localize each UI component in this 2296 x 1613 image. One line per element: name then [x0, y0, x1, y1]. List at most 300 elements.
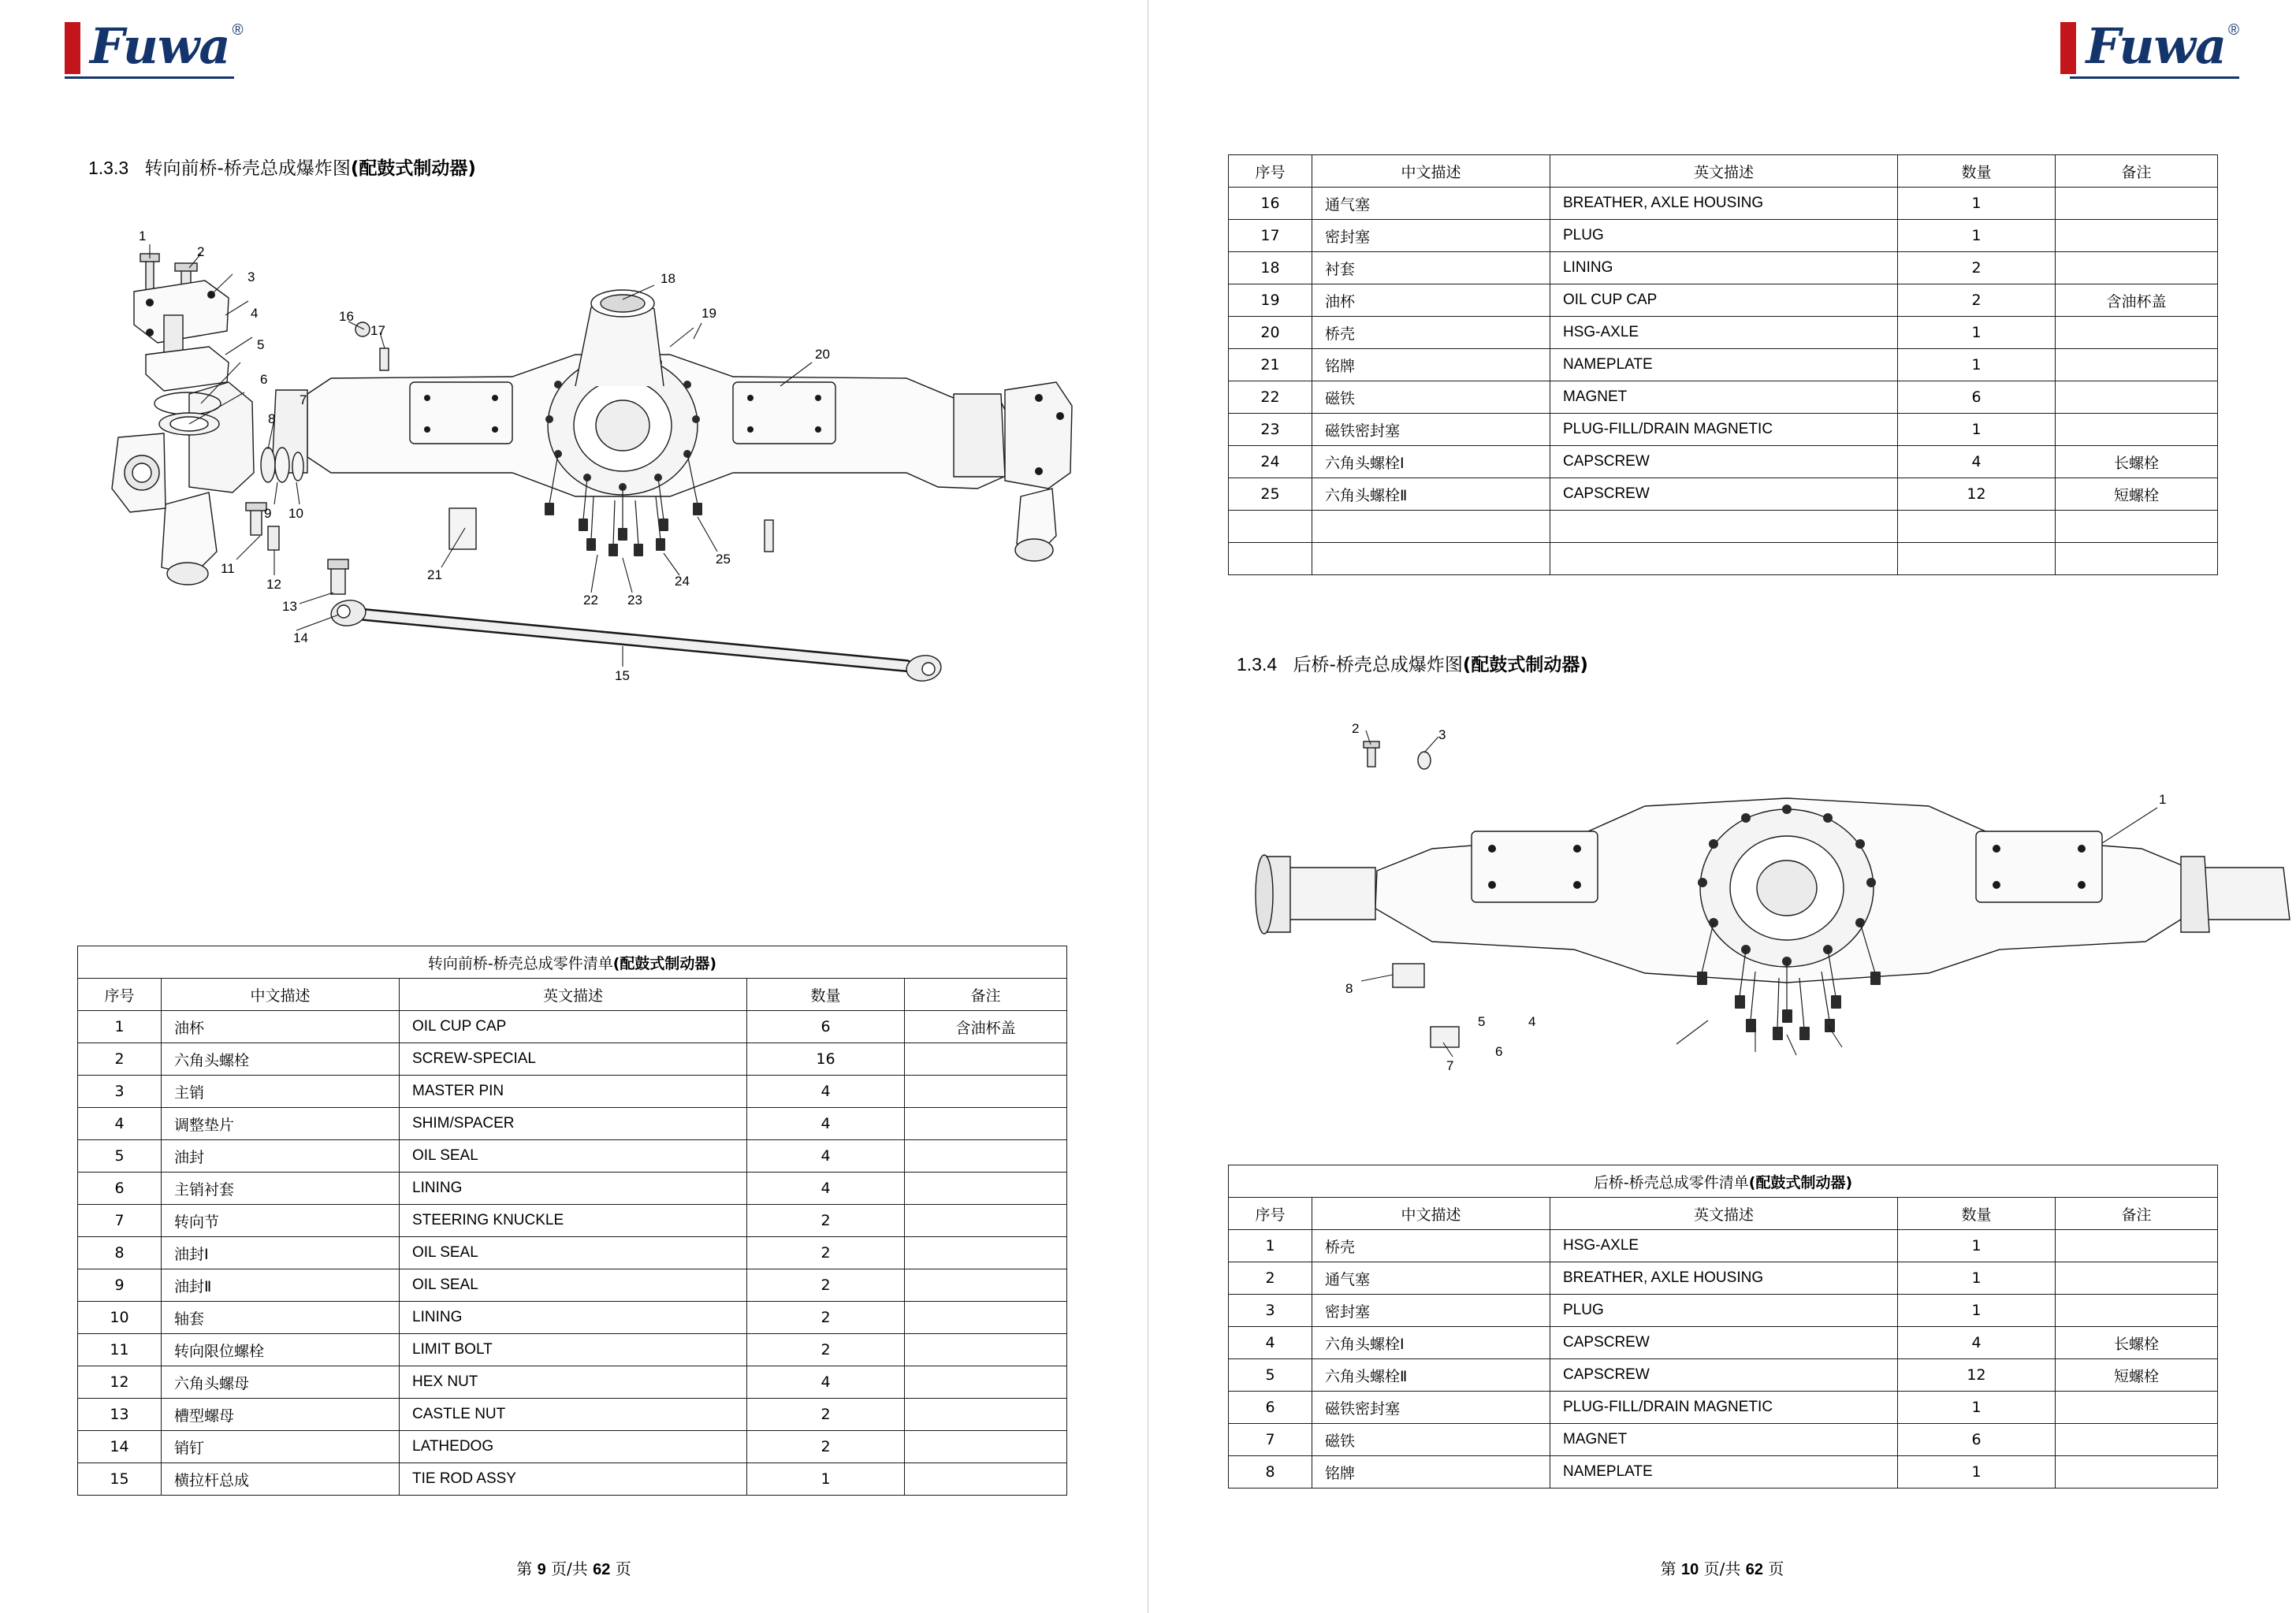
front-axle-parts-table-continued — [1228, 154, 2218, 575]
table-row — [1229, 188, 2218, 220]
cell-remark — [905, 1076, 1067, 1108]
rear-callout-7: 7 — [1446, 1058, 1454, 1073]
table-row — [1229, 284, 2218, 317]
cell-remark — [905, 1334, 1067, 1366]
cell-en-desc — [1550, 511, 1898, 543]
cell-seq: 2 — [1229, 1262, 1312, 1295]
cell-seq: 5 — [1229, 1359, 1312, 1392]
table-row — [1229, 446, 2218, 478]
table-row — [1229, 1327, 2218, 1359]
cell-seq: 22 — [1229, 381, 1312, 414]
table-row — [78, 1269, 1067, 1302]
cell-cn-desc: 油杯 — [162, 1011, 400, 1043]
cell-qty: 1 — [1898, 188, 2056, 220]
callout-25: 25 — [716, 552, 731, 567]
caption-cn: 后桥-桥壳总成零件清单 — [1593, 1173, 1749, 1191]
cell-en-desc: OIL CUP CAP — [1550, 284, 1898, 317]
table-row — [1229, 252, 2218, 284]
footer-middle: 页/共 — [551, 1559, 588, 1578]
cell-en-desc: SCREW-SPECIAL — [400, 1043, 747, 1076]
rear-axle-svg — [1235, 713, 2236, 1131]
callout-4: 4 — [251, 306, 259, 321]
rear-callout-1: 1 — [2159, 792, 2167, 807]
rear-callout-8: 8 — [1345, 981, 1353, 996]
table-row — [78, 1043, 1067, 1076]
cell-en-desc: NAMEPLATE — [1550, 1456, 1898, 1488]
col-header-remark: 备注 — [2056, 1198, 2218, 1230]
cell-seq: 8 — [78, 1237, 162, 1269]
cell-cn-desc: 桥壳 — [1312, 317, 1550, 349]
cell-en-desc: LINING — [400, 1173, 747, 1205]
table-row — [1229, 543, 2218, 575]
cell-qty: 6 — [747, 1011, 905, 1043]
table-row — [1229, 511, 2218, 543]
cell-qty: 16 — [747, 1043, 905, 1076]
cell-cn-desc: 衬套 — [1312, 252, 1550, 284]
table-row — [78, 1173, 1067, 1205]
cell-cn-desc: 铭牌 — [1312, 1456, 1550, 1488]
cell-cn-desc: 磁铁 — [1312, 381, 1550, 414]
table-row — [1229, 381, 2218, 414]
callout-1: 1 — [139, 229, 147, 243]
cell-qty: 4 — [747, 1076, 905, 1108]
callout-9: 9 — [264, 506, 272, 521]
page-right — [1148, 0, 2296, 1613]
cell-remark — [2056, 188, 2218, 220]
caption-bold: (配鼓式制动器) — [1748, 1173, 1853, 1191]
cell-en-desc: BREATHER, AXLE HOUSING — [1550, 1262, 1898, 1295]
cell-remark — [905, 1205, 1067, 1237]
cell-remark: 长螺栓 — [2056, 1327, 2218, 1359]
cell-seq: 2 — [78, 1043, 162, 1076]
cell-cn-desc: 油杯 — [1312, 284, 1550, 317]
table-row — [78, 1334, 1067, 1366]
cell-en-desc: MAGNET — [1550, 381, 1898, 414]
cell-seq: 10 — [78, 1302, 162, 1334]
cell-qty: 4 — [1898, 1327, 2056, 1359]
table-header-row — [78, 979, 1067, 1011]
cell-cn-desc: 磁铁密封塞 — [1312, 414, 1550, 446]
cell-remark — [2056, 317, 2218, 349]
cell-seq: 3 — [1229, 1295, 1312, 1327]
cell-qty — [1898, 543, 2056, 575]
table-row — [78, 1366, 1067, 1399]
cell-cn-desc: 主销 — [162, 1076, 400, 1108]
cell-remark — [2056, 414, 2218, 446]
cell-qty: 2 — [747, 1205, 905, 1237]
rear-axle-exploded-drawing — [1235, 713, 2236, 1131]
cell-remark — [2056, 1424, 2218, 1456]
cell-en-desc: MASTER PIN — [400, 1076, 747, 1108]
cell-seq: 4 — [1229, 1327, 1312, 1359]
col-header-qty: 数量 — [1898, 1198, 2056, 1230]
section-heading-134 — [1237, 650, 1588, 676]
table-row — [1229, 1392, 2218, 1424]
callout-23: 23 — [627, 593, 642, 608]
cell-cn-desc: 密封塞 — [1312, 1295, 1550, 1327]
footer-page-number: 10 — [1681, 1561, 1699, 1578]
cell-qty: 2 — [747, 1334, 905, 1366]
cell-cn-desc: 油封 — [162, 1140, 400, 1173]
cell-remark: 含油杯盖 — [2056, 284, 2218, 317]
callout-13: 13 — [282, 599, 297, 614]
cell-seq: 24 — [1229, 446, 1312, 478]
cell-en-desc: CAPSCREW — [1550, 1327, 1898, 1359]
cell-remark — [905, 1302, 1067, 1334]
cell-seq: 11 — [78, 1334, 162, 1366]
footer-prefix: 第 — [516, 1559, 533, 1578]
cell-qty: 6 — [1898, 1424, 2056, 1456]
table-row — [78, 1302, 1067, 1334]
footer-suffix: 页 — [615, 1559, 631, 1578]
table-row — [1229, 1230, 2218, 1262]
callout-21: 21 — [427, 567, 442, 582]
table-row — [78, 1076, 1067, 1108]
footer-right — [1148, 1556, 2296, 1579]
cell-qty: 1 — [1898, 1456, 2056, 1488]
rear-axle-parts-table — [1228, 1165, 2218, 1488]
section-title-cn: 后桥-桥壳总成爆炸图 — [1293, 655, 1463, 675]
cell-cn-desc: 槽型螺母 — [162, 1399, 400, 1431]
col-header-cn: 中文描述 — [162, 979, 400, 1011]
table-row — [1229, 414, 2218, 446]
callout-19: 19 — [701, 306, 716, 321]
cell-qty — [1898, 511, 2056, 543]
cell-en-desc: PLUG — [1550, 1295, 1898, 1327]
cell-cn-desc: 六角头螺栓Ⅱ — [1312, 478, 1550, 511]
col-header-en: 英文描述 — [1550, 155, 1898, 188]
cell-remark — [2056, 543, 2218, 575]
cell-seq: 6 — [78, 1173, 162, 1205]
cell-en-desc — [1550, 543, 1898, 575]
table-row — [1229, 1456, 2218, 1488]
table-header-row — [1229, 155, 2218, 188]
cell-remark: 短螺栓 — [2056, 478, 2218, 511]
cell-qty: 4 — [747, 1173, 905, 1205]
registered-mark: ® — [232, 22, 244, 39]
cell-cn-desc: 六角头螺栓 — [162, 1043, 400, 1076]
cell-en-desc: NAMEPLATE — [1550, 349, 1898, 381]
cell-remark — [2056, 1392, 2218, 1424]
cell-qty: 2 — [747, 1302, 905, 1334]
cell-qty: 1 — [1898, 1295, 2056, 1327]
table-row — [78, 1431, 1067, 1463]
cell-seq: 23 — [1229, 414, 1312, 446]
cell-remark — [905, 1269, 1067, 1302]
cell-en-desc: CAPSCREW — [1550, 446, 1898, 478]
cell-cn-desc: 横拉杆总成 — [162, 1463, 400, 1496]
cell-remark — [905, 1399, 1067, 1431]
cell-seq: 25 — [1229, 478, 1312, 511]
col-header-en: 英文描述 — [400, 979, 747, 1011]
col-header-remark: 备注 — [905, 979, 1067, 1011]
cell-seq: 9 — [78, 1269, 162, 1302]
cell-remark — [905, 1463, 1067, 1496]
cell-qty: 4 — [747, 1108, 905, 1140]
cell-en-desc: CAPSCREW — [1550, 478, 1898, 511]
front-axle-svg — [71, 236, 1088, 859]
cell-cn-desc: 铭牌 — [1312, 349, 1550, 381]
table-caption — [78, 946, 1067, 979]
cell-remark — [2056, 1230, 2218, 1262]
callout-14: 14 — [293, 630, 308, 645]
col-header-qty: 数量 — [1898, 155, 2056, 188]
cell-cn-desc: 磁铁密封塞 — [1312, 1392, 1550, 1424]
cell-cn-desc — [1312, 511, 1550, 543]
section-title-bold: (配鼓式制动器) — [1462, 655, 1588, 675]
cell-seq: 14 — [78, 1431, 162, 1463]
table-row — [78, 1237, 1067, 1269]
footer-total-pages: 62 — [593, 1561, 611, 1578]
table-row — [78, 1463, 1067, 1496]
callout-17: 17 — [370, 323, 385, 338]
cell-qty: 2 — [747, 1431, 905, 1463]
cell-remark — [905, 1173, 1067, 1205]
col-header-cn: 中文描述 — [1312, 155, 1550, 188]
cell-qty: 1 — [747, 1463, 905, 1496]
table-caption-row — [1229, 1165, 2218, 1198]
cell-qty: 2 — [1898, 284, 2056, 317]
rear-callout-2: 2 — [1352, 721, 1360, 736]
col-header-seq: 序号 — [1229, 155, 1312, 188]
fuwa-logo-right — [2060, 17, 2239, 75]
table-row — [78, 1205, 1067, 1237]
cell-qty: 2 — [747, 1399, 905, 1431]
cell-en-desc: BREATHER, AXLE HOUSING — [1550, 188, 1898, 220]
cell-remark — [2056, 511, 2218, 543]
cell-cn-desc: 磁铁 — [1312, 1424, 1550, 1456]
logo-text: Fuwa — [90, 17, 230, 75]
cell-en-desc: TIE ROD ASSY — [400, 1463, 747, 1496]
table-row — [78, 1011, 1067, 1043]
cell-en-desc: OIL SEAL — [400, 1140, 747, 1173]
footer-page-number: 9 — [537, 1561, 546, 1578]
cell-en-desc: CAPSCREW — [1550, 1359, 1898, 1392]
cell-cn-desc: 轴套 — [162, 1302, 400, 1334]
cell-seq — [1229, 543, 1312, 575]
cell-seq: 6 — [1229, 1392, 1312, 1424]
col-header-seq: 序号 — [78, 979, 162, 1011]
cell-en-desc: HSG-AXLE — [1550, 1230, 1898, 1262]
logo-text-right: Fuwa — [2086, 17, 2226, 75]
cell-qty: 2 — [1898, 252, 2056, 284]
cell-remark: 短螺栓 — [2056, 1359, 2218, 1392]
cell-seq: 15 — [78, 1463, 162, 1496]
table-row — [1229, 478, 2218, 511]
cell-qty: 1 — [1898, 220, 2056, 252]
callout-10: 10 — [288, 506, 303, 521]
cell-remark: 长螺栓 — [2056, 446, 2218, 478]
cell-qty: 6 — [1898, 381, 2056, 414]
cell-qty: 1 — [1898, 1392, 2056, 1424]
cell-remark — [2056, 1295, 2218, 1327]
table-header-row — [1229, 1198, 2218, 1230]
cell-en-desc: LINING — [1550, 252, 1898, 284]
footer-middle: 页/共 — [1703, 1559, 1741, 1578]
cell-qty: 2 — [747, 1269, 905, 1302]
cell-remark — [2056, 349, 2218, 381]
table-row — [1229, 1424, 2218, 1456]
cell-remark — [2056, 252, 2218, 284]
cell-seq: 7 — [78, 1205, 162, 1237]
cell-qty: 12 — [1898, 478, 2056, 511]
cell-cn-desc: 油封Ⅱ — [162, 1269, 400, 1302]
cell-qty: 12 — [1898, 1359, 2056, 1392]
footer-total-pages: 62 — [1745, 1561, 1763, 1578]
logo-underline — [65, 76, 234, 79]
cell-seq: 17 — [1229, 220, 1312, 252]
callout-12: 12 — [266, 577, 281, 592]
cell-en-desc: OIL CUP CAP — [400, 1011, 747, 1043]
col-header-cn: 中文描述 — [1312, 1198, 1550, 1230]
table-row — [1229, 317, 2218, 349]
cell-remark — [2056, 1456, 2218, 1488]
callout-24: 24 — [675, 574, 690, 589]
front-axle-parts-table — [77, 946, 1067, 1496]
cell-seq: 8 — [1229, 1456, 1312, 1488]
callout-8: 8 — [268, 411, 276, 426]
cell-en-desc: HEX NUT — [400, 1366, 747, 1399]
callout-6: 6 — [260, 372, 268, 387]
logo-underline-right — [2070, 76, 2239, 79]
table-row — [1229, 220, 2218, 252]
col-header-remark: 备注 — [2056, 155, 2218, 188]
cell-seq: 3 — [78, 1076, 162, 1108]
section-heading-133 — [88, 154, 476, 180]
col-header-seq: 序号 — [1229, 1198, 1312, 1230]
cell-remark: 含油杯盖 — [905, 1011, 1067, 1043]
cell-cn-desc: 六角头螺栓Ⅰ — [1312, 1327, 1550, 1359]
callout-11: 11 — [221, 561, 235, 576]
col-header-qty: 数量 — [747, 979, 905, 1011]
cell-en-desc: CASTLE NUT — [400, 1399, 747, 1431]
footer-left — [0, 1556, 1148, 1579]
footer-suffix: 页 — [1768, 1559, 1784, 1578]
cell-cn-desc: 桥壳 — [1312, 1230, 1550, 1262]
registered-mark-right: ® — [2228, 22, 2239, 39]
rear-callout-3: 3 — [1438, 727, 1446, 742]
cell-cn-desc: 转向限位螺栓 — [162, 1334, 400, 1366]
table-caption — [1229, 1165, 2218, 1198]
cell-remark — [905, 1431, 1067, 1463]
cell-seq: 7 — [1229, 1424, 1312, 1456]
cell-seq: 4 — [78, 1108, 162, 1140]
cell-en-desc: HSG-AXLE — [1550, 317, 1898, 349]
cell-seq: 5 — [78, 1140, 162, 1173]
cell-en-desc: MAGNET — [1550, 1424, 1898, 1456]
cell-en-desc: STEERING KNUCKLE — [400, 1205, 747, 1237]
cell-cn-desc: 主销衬套 — [162, 1173, 400, 1205]
callout-5: 5 — [257, 337, 265, 352]
cell-remark — [905, 1140, 1067, 1173]
cell-cn-desc — [1312, 543, 1550, 575]
cell-en-desc: OIL SEAL — [400, 1237, 747, 1269]
cell-en-desc: PLUG-FILL/DRAIN MAGNETIC — [1550, 414, 1898, 446]
cell-cn-desc: 密封塞 — [1312, 220, 1550, 252]
cell-seq: 1 — [1229, 1230, 1312, 1262]
rear-callout-5: 5 — [1478, 1014, 1486, 1029]
table-row — [78, 1140, 1067, 1173]
table-row — [1229, 1262, 2218, 1295]
fuwa-logo — [65, 17, 244, 75]
caption-cn: 转向前桥-桥壳总成零件清单 — [427, 954, 613, 972]
callout-2: 2 — [197, 244, 205, 259]
cell-seq: 13 — [78, 1399, 162, 1431]
cell-seq: 21 — [1229, 349, 1312, 381]
table-row — [1229, 1359, 2218, 1392]
cell-cn-desc: 六角头螺栓Ⅱ — [1312, 1359, 1550, 1392]
cell-seq: 12 — [78, 1366, 162, 1399]
table-row — [1229, 1295, 2218, 1327]
callout-7: 7 — [300, 392, 307, 407]
cell-qty: 4 — [747, 1366, 905, 1399]
cell-seq: 16 — [1229, 188, 1312, 220]
logo-red-bar — [65, 22, 80, 74]
callout-3: 3 — [247, 269, 255, 284]
table-row — [1229, 349, 2218, 381]
callout-22: 22 — [583, 593, 598, 608]
cell-cn-desc: 通气塞 — [1312, 188, 1550, 220]
cell-remark — [905, 1043, 1067, 1076]
cell-qty: 4 — [1898, 446, 2056, 478]
cell-cn-desc: 油封Ⅰ — [162, 1237, 400, 1269]
front-axle-exploded-drawing — [71, 229, 1088, 859]
cell-qty: 2 — [747, 1237, 905, 1269]
cell-en-desc: LIMIT BOLT — [400, 1334, 747, 1366]
caption-bold: (配鼓式制动器) — [612, 954, 717, 972]
cell-cn-desc: 销钉 — [162, 1431, 400, 1463]
cell-remark — [905, 1108, 1067, 1140]
table-caption-row — [78, 946, 1067, 979]
callout-15: 15 — [615, 668, 630, 683]
cell-cn-desc: 通气塞 — [1312, 1262, 1550, 1295]
rear-callout-4: 4 — [1528, 1014, 1536, 1029]
callout-20: 20 — [815, 347, 830, 362]
cell-remark — [905, 1366, 1067, 1399]
section-number: 1.3.4 — [1237, 654, 1278, 675]
section-title-cn: 转向前桥-桥壳总成爆炸图 — [144, 158, 351, 179]
table-row — [78, 1108, 1067, 1140]
col-header-en: 英文描述 — [1550, 1198, 1898, 1230]
cell-en-desc: OIL SEAL — [400, 1269, 747, 1302]
rear-callout-6: 6 — [1495, 1044, 1503, 1059]
cell-remark — [905, 1237, 1067, 1269]
cell-seq — [1229, 511, 1312, 543]
section-number: 1.3.3 — [88, 158, 129, 178]
cell-remark — [2056, 1262, 2218, 1295]
cell-en-desc: LATHEDOG — [400, 1431, 747, 1463]
cell-cn-desc: 调整垫片 — [162, 1108, 400, 1140]
cell-seq: 18 — [1229, 252, 1312, 284]
cell-seq: 1 — [78, 1011, 162, 1043]
logo-red-bar-right — [2060, 22, 2076, 74]
cell-qty: 1 — [1898, 1230, 2056, 1262]
callout-16: 16 — [339, 309, 354, 324]
section-title-bold: (配鼓式制动器) — [350, 158, 476, 179]
cell-cn-desc: 转向节 — [162, 1205, 400, 1237]
cell-en-desc: SHIM/SPACER — [400, 1108, 747, 1140]
cell-qty: 4 — [747, 1140, 905, 1173]
cell-remark — [2056, 381, 2218, 414]
cell-en-desc: PLUG-FILL/DRAIN MAGNETIC — [1550, 1392, 1898, 1424]
cell-remark — [2056, 220, 2218, 252]
cell-qty: 1 — [1898, 414, 2056, 446]
cell-qty: 1 — [1898, 317, 2056, 349]
cell-cn-desc: 六角头螺栓Ⅰ — [1312, 446, 1550, 478]
table-row — [78, 1399, 1067, 1431]
cell-seq: 19 — [1229, 284, 1312, 317]
cell-qty: 1 — [1898, 1262, 2056, 1295]
